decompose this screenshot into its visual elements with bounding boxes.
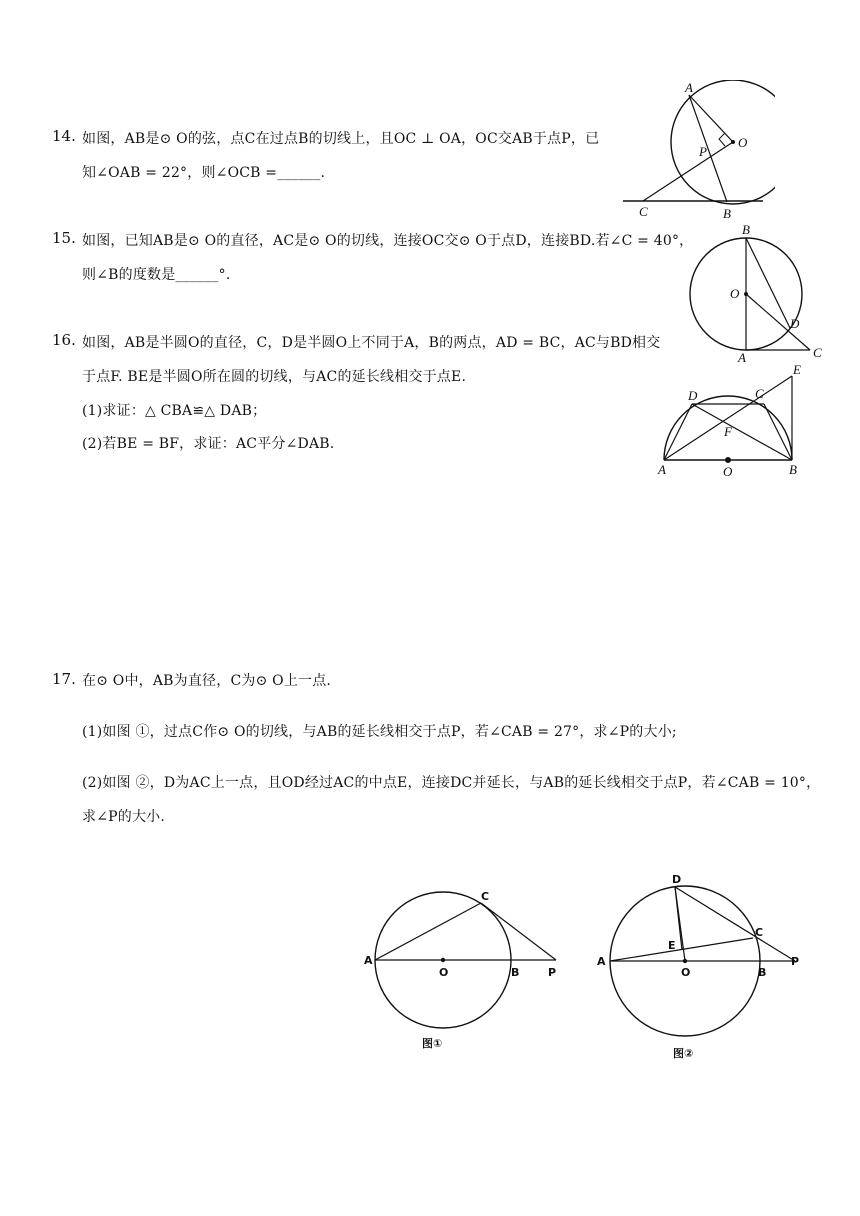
q14-number: 14. bbox=[52, 127, 76, 145]
q15-text-line2: 则∠B的度数是______°. bbox=[82, 267, 231, 283]
q17-fig1-label-a: A bbox=[364, 954, 373, 967]
q16-label-e: E bbox=[793, 362, 801, 377]
q16-figure bbox=[650, 360, 810, 480]
q17-fig2-label-e: E bbox=[668, 939, 676, 952]
q14-text-line1: 如图，AB是⊙ O的弦，点C在过点B的切线上，且OC ⊥ OA，OC交AB于点P，已 bbox=[82, 131, 600, 147]
q16-text-line1: 如图，AB是半圆O的直径，C，D是半圆O上不同于A，B的两点，AD = BC，AC与BD相交 bbox=[82, 335, 661, 351]
q17-part2-line1: (2)如图 ②，D为AC上一点，且OD经过AC的中点E，连接DC并延长，与AB的延长线相交于点P，若∠CAB = 10°， bbox=[82, 775, 821, 791]
q17-fig2-label-b: B bbox=[758, 966, 767, 979]
q14-label-o: O bbox=[738, 135, 748, 150]
q15-text-line1: 如图，已知AB是⊙ O的直径，AC是⊙ O的切线，连接OC交⊙ O于点D，连接BD.若∠C = 40°， bbox=[82, 233, 694, 249]
q17-fig2-label-c: C bbox=[755, 926, 764, 939]
q17-text-line1: 在⊙ O中，AB为直径，C为⊙ O上一点. bbox=[82, 673, 332, 689]
q15-label-b: B bbox=[742, 222, 750, 237]
q14-text-line2: 知∠OAB = 22°，则∠OCB =______. bbox=[82, 165, 326, 181]
q16-number: 16. bbox=[52, 331, 76, 349]
q15-figure bbox=[680, 220, 830, 365]
q14-label-p: P bbox=[699, 144, 707, 159]
q16-label-a: A bbox=[658, 462, 666, 477]
q17-fig1-caption: 图① bbox=[422, 1037, 443, 1050]
q14-figure bbox=[615, 80, 775, 225]
q17-part2-line2: 求∠P的大小. bbox=[82, 809, 166, 825]
q16-part2: (2)若BE = BF，求证：AC平分∠DAB. bbox=[82, 436, 335, 452]
q16-label-b: B bbox=[789, 462, 797, 477]
q17-figure-1 bbox=[360, 880, 570, 1055]
q15-label-c: C bbox=[813, 345, 822, 360]
q15-label-a: A bbox=[738, 350, 746, 365]
q14-label-a: A bbox=[685, 80, 693, 95]
q15-label-d: D bbox=[790, 316, 800, 331]
q17-fig2-label-o: O bbox=[681, 966, 691, 979]
q17-fig2-label-p: P bbox=[791, 955, 800, 968]
q17-figure-2 bbox=[595, 866, 810, 1066]
q16-label-c: C bbox=[755, 386, 764, 401]
q16-label-f: F bbox=[724, 424, 732, 439]
q17-fig1-label-c: C bbox=[481, 890, 490, 903]
q17-part1: (1)如图 ①，过点C作⊙ O的切线，与AB的延长线相交于点P，若∠CAB = 27°，求∠P的大小; bbox=[82, 724, 677, 740]
q16-label-o: O bbox=[723, 464, 733, 479]
q14-label-b: B bbox=[723, 206, 731, 221]
q16-text-line2: 于点F. BE是半圆O所在圆的切线，与AC的延长线相交于点E. bbox=[82, 369, 467, 385]
q17-fig2-label-d: D bbox=[672, 873, 682, 886]
q17-number: 17. bbox=[52, 670, 76, 688]
q17-fig1-label-o: O bbox=[439, 966, 449, 979]
q14-label-c: C bbox=[639, 204, 648, 219]
q17-fig1-label-p: P bbox=[548, 966, 557, 979]
q17-fig2-caption: 图② bbox=[673, 1047, 694, 1060]
q16-part1: (1)求证：△ CBA≌△ DAB； bbox=[82, 403, 267, 419]
q17-fig2-label-a: A bbox=[597, 955, 606, 968]
q15-number: 15. bbox=[52, 229, 76, 247]
q15-label-o: O bbox=[730, 286, 740, 301]
q16-label-d: D bbox=[688, 388, 698, 403]
q17-fig1-label-b: B bbox=[511, 966, 520, 979]
